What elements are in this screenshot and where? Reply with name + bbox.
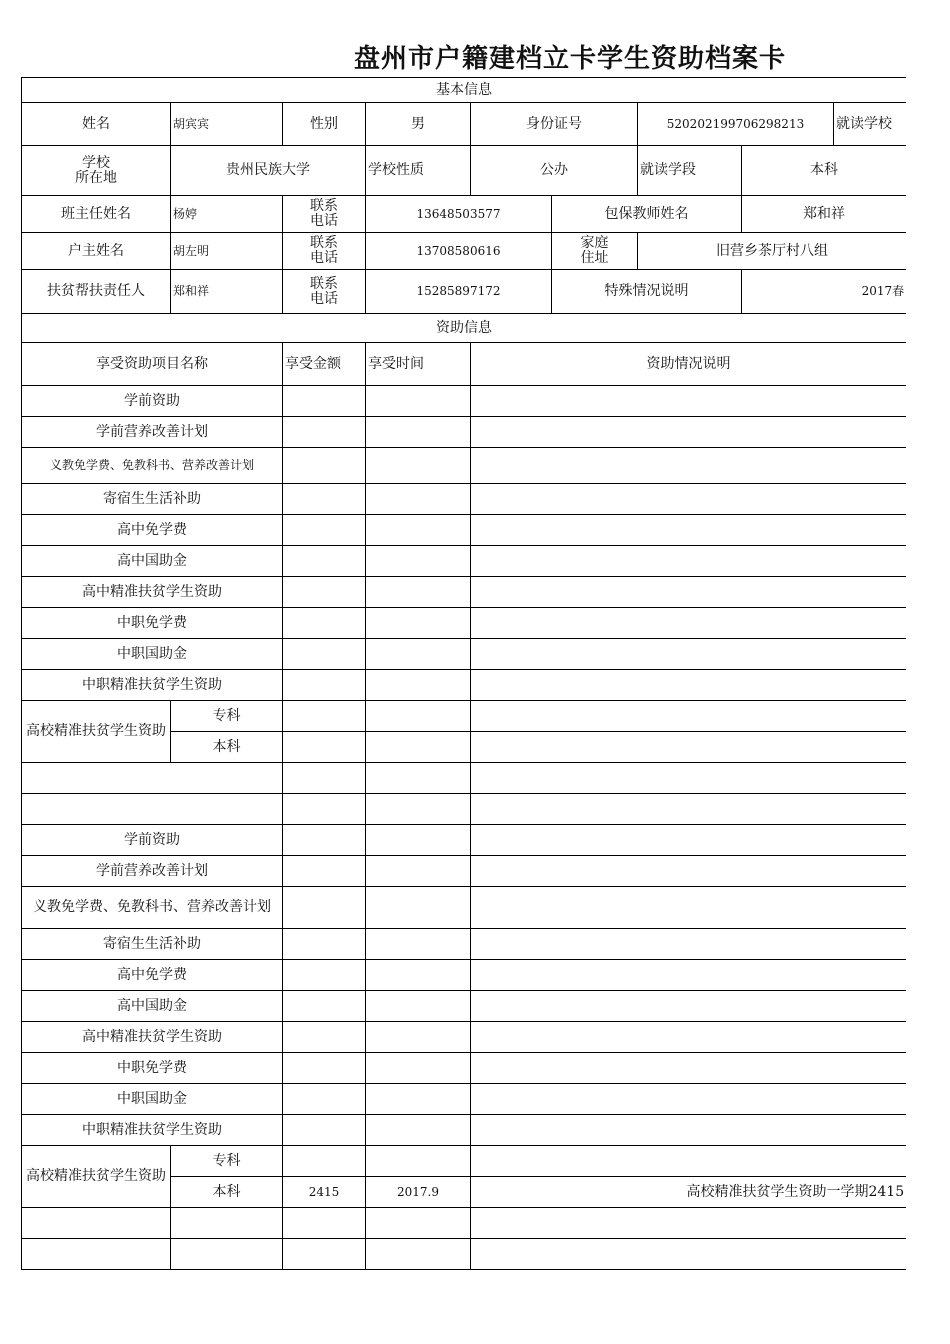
householder-phone-label: 联系 电话 — [283, 233, 366, 270]
head-teacher-label: 班主任姓名 — [22, 196, 171, 233]
aid-item-label: 高中精准扶贫学生资助 — [22, 1022, 283, 1053]
archive-card — [21, 77, 906, 1277]
head-teacher-phone: 13648503577 — [366, 196, 552, 233]
table-row — [22, 1146, 907, 1177]
record-time: 2017.9 — [366, 1177, 471, 1208]
table-row — [22, 1084, 907, 1115]
study-stage-label: 就读学段 — [638, 146, 742, 196]
aid-info-header: 资助信息 — [22, 314, 907, 343]
guarantor-label: 包保教师姓名 — [552, 196, 742, 233]
table-row — [22, 417, 907, 448]
school-location-value: 贵州民族大学 — [171, 146, 366, 196]
aid-item-label: 中职免学费 — [22, 1053, 283, 1084]
col-time: 享受时间 — [366, 343, 471, 386]
poverty-officer-value: 郑和祥 — [171, 270, 283, 314]
aid-item-label: 中职国助金 — [22, 639, 283, 670]
aid-item-label: 高中免学费 — [22, 960, 283, 991]
school-nature-value: 公办 — [471, 146, 638, 196]
special-situation-label: 特殊情况说明 — [552, 270, 742, 314]
junior-college-label: 专科 — [171, 701, 283, 732]
name-value: 胡宾宾 — [171, 103, 283, 146]
householder-phone: 13708580616 — [366, 233, 552, 270]
special-situation-value: 2017春 — [742, 270, 907, 314]
aid-item-label: 高中国助金 — [22, 546, 283, 577]
aid-item-label: 高中免学费 — [22, 515, 283, 546]
undergraduate-label: 本科 — [171, 732, 283, 763]
table-row — [22, 546, 907, 577]
gender-label: 性别 — [283, 103, 366, 146]
table-row — [22, 670, 907, 701]
aid-item-label: 中职精准扶贫学生资助 — [22, 1115, 283, 1146]
name-label: 姓名 — [22, 103, 171, 146]
record-description: 高校精准扶贫学生资助一学期2415 — [471, 1177, 907, 1208]
address-label: 家庭 住址 — [552, 233, 638, 270]
table-row — [22, 825, 907, 856]
table-row — [22, 484, 907, 515]
aid-item-label: 高中精准扶贫学生资助 — [22, 577, 283, 608]
table-row — [22, 856, 907, 887]
id-label: 身份证号 — [471, 103, 638, 146]
id-value: 520202199706298213 — [638, 103, 834, 146]
poverty-officer-label: 扶贫帮扶责任人 — [22, 270, 171, 314]
record-amount: 2415 — [283, 1177, 366, 1208]
poverty-officer-phone: 15285897172 — [366, 270, 552, 314]
aid-item-label: 中职国助金 — [22, 1084, 283, 1115]
aid-item-label: 学前资助 — [22, 386, 283, 417]
address-value: 旧营乡茶厅村八组 — [638, 233, 907, 270]
table-row — [22, 1053, 907, 1084]
table-row — [22, 639, 907, 670]
table-row — [22, 1022, 907, 1053]
table-row — [22, 608, 907, 639]
basic-info-header: 基本信息 — [22, 78, 907, 103]
aid-item-label: 学前营养改善计划 — [22, 417, 283, 448]
school-nature-label: 学校性质 — [366, 146, 471, 196]
study-stage-value: 本科 — [742, 146, 907, 196]
junior-college-label: 专科 — [171, 1146, 283, 1177]
householder-label: 户主姓名 — [22, 233, 171, 270]
table-row — [22, 887, 907, 929]
table-row — [22, 1208, 907, 1239]
table-row — [22, 1239, 907, 1270]
table-row — [22, 577, 907, 608]
col-project-name: 享受资助项目名称 — [22, 343, 283, 386]
gender-value: 男 — [366, 103, 471, 146]
university-aid-label: 高校精准扶贫学生资助 — [22, 701, 171, 763]
university-aid-label: 高校精准扶贫学生资助 — [22, 1146, 171, 1208]
head-teacher-value: 杨婷 — [171, 196, 283, 233]
table-row — [22, 763, 907, 794]
page-title: 盘州市户籍建档立卡学生资助档案卡 — [353, 44, 786, 74]
table-row — [22, 929, 907, 960]
school-label: 就读学校 — [834, 103, 907, 146]
table-row — [22, 515, 907, 546]
archive-table — [21, 77, 906, 1270]
aid-item-label: 中职免学费 — [22, 608, 283, 639]
aid-item-label: 义教免学费、免教科书、营养改善计划 — [22, 887, 283, 929]
head-teacher-phone-label: 联系 电话 — [283, 196, 366, 233]
householder-value: 胡左明 — [171, 233, 283, 270]
table-row — [22, 960, 907, 991]
guarantor-value: 郑和祥 — [742, 196, 907, 233]
poverty-officer-phone-label: 联系 电话 — [283, 270, 366, 314]
col-amount: 享受金额 — [283, 343, 366, 386]
table-row — [22, 701, 907, 732]
aid-item-label: 义教免学费、免教科书、营养改善计划 — [22, 448, 283, 484]
aid-item-label: 中职精准扶贫学生资助 — [22, 670, 283, 701]
table-row — [22, 1115, 907, 1146]
aid-item-label: 高中国助金 — [22, 991, 283, 1022]
school-location-label: 学校 所在地 — [22, 146, 171, 196]
aid-item-label: 学前营养改善计划 — [22, 856, 283, 887]
col-description: 资助情况说明 — [471, 343, 907, 386]
aid-item-label: 寄宿生生活补助 — [22, 929, 283, 960]
table-row — [22, 448, 907, 484]
table-row — [22, 794, 907, 825]
table-row — [22, 991, 907, 1022]
undergraduate-label: 本科 — [171, 1177, 283, 1208]
aid-item-label: 学前资助 — [22, 825, 283, 856]
table-row — [22, 386, 907, 417]
aid-item-label: 寄宿生生活补助 — [22, 484, 283, 515]
